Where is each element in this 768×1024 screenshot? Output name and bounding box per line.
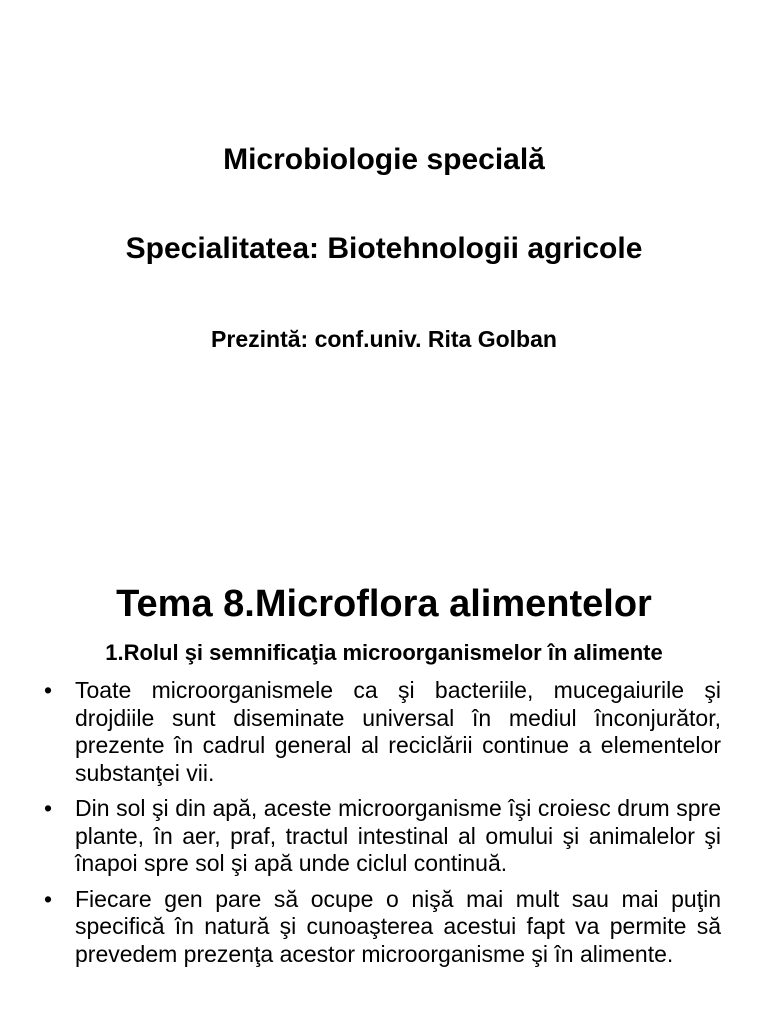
- content-slide: [0, 512, 768, 1024]
- bullet-text: Toate microorganismele ca şi bacteriile, mucegaiurile şi drojdiile sunt diseminate universal în mediul înconjurător, prezente în cadrul general al reciclării continue a elementelor substanţei vii.: [75, 677, 721, 786]
- bullet-list: [0, 677, 768, 976]
- bullet-item: [0, 886, 768, 969]
- course-title: Microbiologie specială: [223, 143, 545, 176]
- bullet-text: Fiecare gen pare să ocupe o nişă mai mult sau mai puţin specifică în natură şi cunoaşterea acestui fapt va permite să prevedem prezenţa acestor microorganisme şi în alimente.: [75, 885, 721, 967]
- bullet-text: Din sol şi din apă, aceste microorganisme îşi croiesc drum spre plante, în aer, praf, tractul intestinal al omului şi animalelor şi înapoi spre sol şi apă unde ciclul continuă.: [75, 795, 721, 876]
- bullet-marker-icon: •: [44, 795, 53, 821]
- bullet-item: [0, 795, 768, 878]
- bullet-item: [0, 677, 768, 787]
- bullet-marker-icon: •: [44, 885, 53, 912]
- presenter-line: Prezintă: conf.univ. Rita Golban: [211, 326, 557, 352]
- bullet-marker-icon: •: [44, 677, 53, 703]
- specialty-line: Specialitatea: Biotehnologii agricole: [125, 232, 643, 265]
- section-heading: 1.Rolul şi semnificaţia microorganismelor în alimente: [105, 640, 663, 665]
- lecture-title: Tema 8.Microflora alimentelor: [116, 583, 652, 625]
